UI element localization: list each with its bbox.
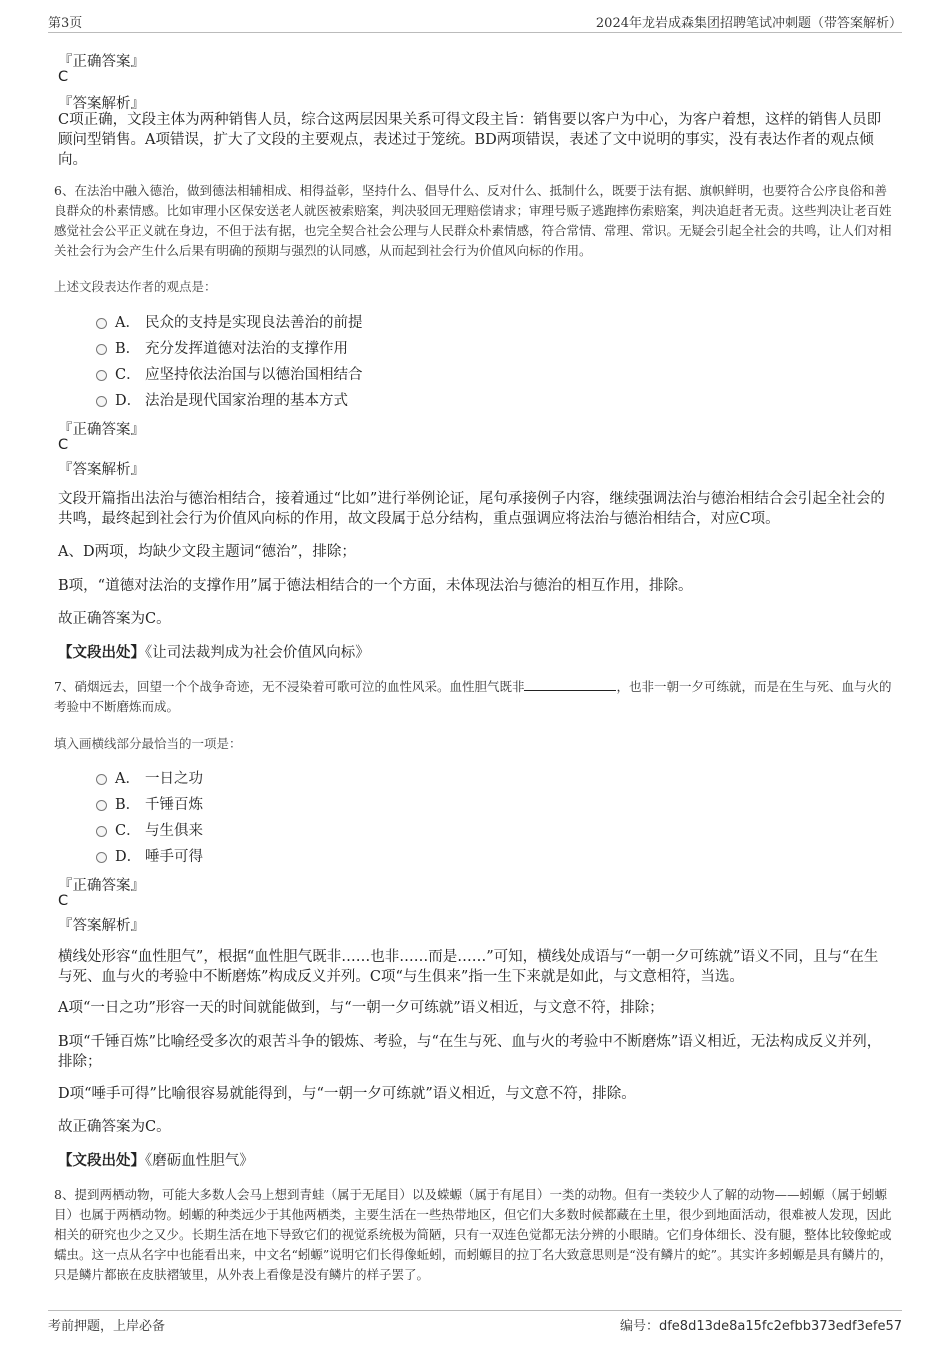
question-stem: 6、在法治中融入德治，做到德法相辅相成、相得益彰，坚持什么、倡导什么、反对什么、抵制什么，既要于法有据、旗帜鲜明，也要符合公序良俗和善良群众的朴素情感。比如审理小区保安送老人就医被索赔案，判决驳回无理赔偿请求；审理号贩子逃跑摔伤索赔案，判决追赶者无责。这些判决让老百姓感觉社会公平正义就在身边，不但于法有据，也完全契合社会公理与人民群众朴素情感，符合常情、常理、常识。无疑会引起全社会的共鸣，让人们对相关社会行为会产生什么后果有明确的预期与强烈的认同感，从而起到社会行为价值风向标的作用。 [54, 183, 892, 258]
option-key: C． [115, 823, 141, 839]
option-a[interactable] [96, 311, 363, 333]
answer-value: C [58, 437, 69, 453]
analysis-label: 『答案解析』 [58, 462, 145, 478]
source-line [58, 643, 890, 663]
page-header [48, 12, 902, 33]
analysis-text: B项，“道德对法治的支撑作用”属于德法相结合的一个方面，未体现法治与德治的相互作用，排除。 [58, 578, 693, 594]
document-title: 2024年龙岩成森集团招聘笔试冲刺题（带答案解析） [595, 16, 902, 31]
source-title: 《磨砺血性胆气》 [145, 1153, 254, 1169]
analysis-text: 横线处形容“血性胆气”，根据“血性胆气既非……也非……而是……”可知，横线处成语与“一朝一夕可练就”语义不同，且与“在生与死、血与火的考验中不断磨炼”构成反义并列。C项“与生俱来”指一生下来就是如此，与文意相符，当选。 [58, 949, 879, 985]
option-text: 法治是现代国家治理的基本方式 [145, 393, 348, 409]
answer-value: C [58, 69, 69, 85]
option-c[interactable] [96, 363, 363, 385]
radio-icon[interactable] [96, 774, 107, 785]
stem-part: 7、硝烟远去，回望一个个战争奇迹，无不浸染着可歌可泣的血性风采。血性胆气既非 [54, 679, 525, 694]
option-d[interactable] [96, 389, 348, 411]
answer-label: 『正确答案』 [58, 422, 145, 438]
radio-icon[interactable] [96, 852, 107, 863]
footer-slogan: 考前押题，上岸必备 [48, 1319, 166, 1334]
analysis-text: A、D两项，均缺少文段主题词“德治”，排除； [58, 544, 356, 560]
question-prompt: 上述文段表达作者的观点是： [54, 279, 217, 294]
option-text: 民众的支持是实现良法善治的前提 [145, 315, 363, 331]
question-prompt: 填入画横线部分最恰当的一项是： [54, 736, 242, 751]
answer-label: 『正确答案』 [58, 54, 145, 70]
option-key: A． [115, 771, 140, 787]
analysis-label: 『答案解析』 [58, 96, 145, 112]
analysis-text: B项“千锤百炼”比喻经受多次的艰苦斗争的锻炼、考验，与“在生与死、血与火的考验中不断磨炼”语义相近，无法构成反义并列，排除； [58, 1034, 882, 1070]
option-c[interactable] [96, 819, 203, 841]
option-key: D． [115, 393, 142, 409]
page-number: 第3页 [48, 16, 83, 31]
analysis-text: 文段开篇指出法治与德治相结合，接着通过“比如”进行举例论证，尾句承接例子内容，继续强调法治与德治相结合会引起全社会的共鸣，最终起到社会行为价值风向标的作用，故文段属于总分结构，重点强调应将法治与德治相结合，对应C项。 [58, 491, 885, 527]
radio-icon[interactable] [96, 370, 107, 381]
option-key: D． [115, 849, 142, 865]
source-line [58, 1151, 890, 1171]
radio-icon[interactable] [96, 396, 107, 407]
option-d[interactable] [96, 845, 203, 867]
answer-label: 『正确答案』 [58, 878, 145, 894]
option-key: B． [115, 341, 141, 357]
document-code: 编号：dfe8d13de8a15fc2efbb373edf3efe57 [619, 1319, 902, 1334]
option-text: 一日之功 [145, 771, 203, 787]
analysis-text: D项“唾手可得”比喻很容易就能得到，与“一朝一夕可练就”语义相近，与文意不符，排除。 [58, 1086, 636, 1102]
option-text: 唾手可得 [145, 849, 203, 865]
option-text: 千锤百炼 [145, 797, 203, 813]
option-key: B． [115, 797, 141, 813]
option-key: C． [115, 367, 141, 383]
analysis-text: C项正确，文段主体为两种销售人员，综合这两层因果关系可得文段主旨：销售要以客户为中心，为客户着想，这样的销售人员即顾问型销售。A项错误，扩大了文段的主要观点，表述过于笼统。BD两项错误，表述了文中说明的事实，没有表达作者的观点倾向。 [58, 112, 882, 168]
radio-icon[interactable] [96, 826, 107, 837]
option-key: A． [115, 315, 140, 331]
analysis-text: A项“一日之功”形容一天的时间就能做到，与“一朝一夕可练就”语义相近，与文意不符，排除； [58, 1000, 664, 1016]
option-text: 应坚持依法治国与以德治国相结合 [145, 367, 363, 383]
option-b[interactable] [96, 337, 348, 359]
stem-part: ，也非一朝一夕可练就，而是在生与死、血与火的考验中不断磨炼而成。 [54, 679, 892, 714]
radio-icon[interactable] [96, 800, 107, 811]
radio-icon[interactable] [96, 318, 107, 329]
analysis-text: 故正确答案为C。 [58, 1119, 171, 1135]
question-stem [54, 677, 896, 717]
source-label: 【文段出处】 [58, 644, 145, 661]
source-title: 《让司法裁判成为社会价值风向标》 [145, 645, 370, 661]
answer-value: C [58, 893, 69, 909]
question-stem: 8、提到两栖动物，可能大多数人会马上想到青蛙（属于无尾目）以及蝾螈（属于有尾目）一类的动物。但有一类较少人了解的动物——蚓螈（属于蚓螈目）也属于两栖动物。蚓螈的种类远少于其他两栖类，主要生活在一些热带地区，但它们大多数时候都藏在土里，很少到地面活动，很难被人发现，因此相关的研究也少之又少。长期生活在地下导致它们的视觉系统极为简陋，只有一双连色觉都无法分辨的小眼睛。它们身体细长、没有腿，整体比较像蛇或蠕虫。这一点从名字中也能看出来，中文名“蚓螈”说明它们长得像蚯蚓，而蚓螈目的拉丁名大致意思则是“没有鳞片的蛇”。其实许多蚓螈是具有鳞片的，只是鳞片都嵌在皮肤褶皱里，从外表上看像是没有鳞片的样子罢了。 [54, 1187, 893, 1282]
option-text: 与生俱来 [145, 823, 203, 839]
option-b[interactable] [96, 793, 203, 815]
option-text: 充分发挥道德对法治的支撑作用 [145, 341, 348, 357]
source-label: 【文段出处】 [58, 1152, 145, 1169]
analysis-text: 故正确答案为C。 [58, 611, 171, 627]
radio-icon[interactable] [96, 344, 107, 355]
option-a[interactable] [96, 767, 203, 789]
page-footer [48, 1310, 902, 1335]
analysis-label: 『答案解析』 [58, 918, 145, 934]
fill-blank [524, 678, 616, 691]
